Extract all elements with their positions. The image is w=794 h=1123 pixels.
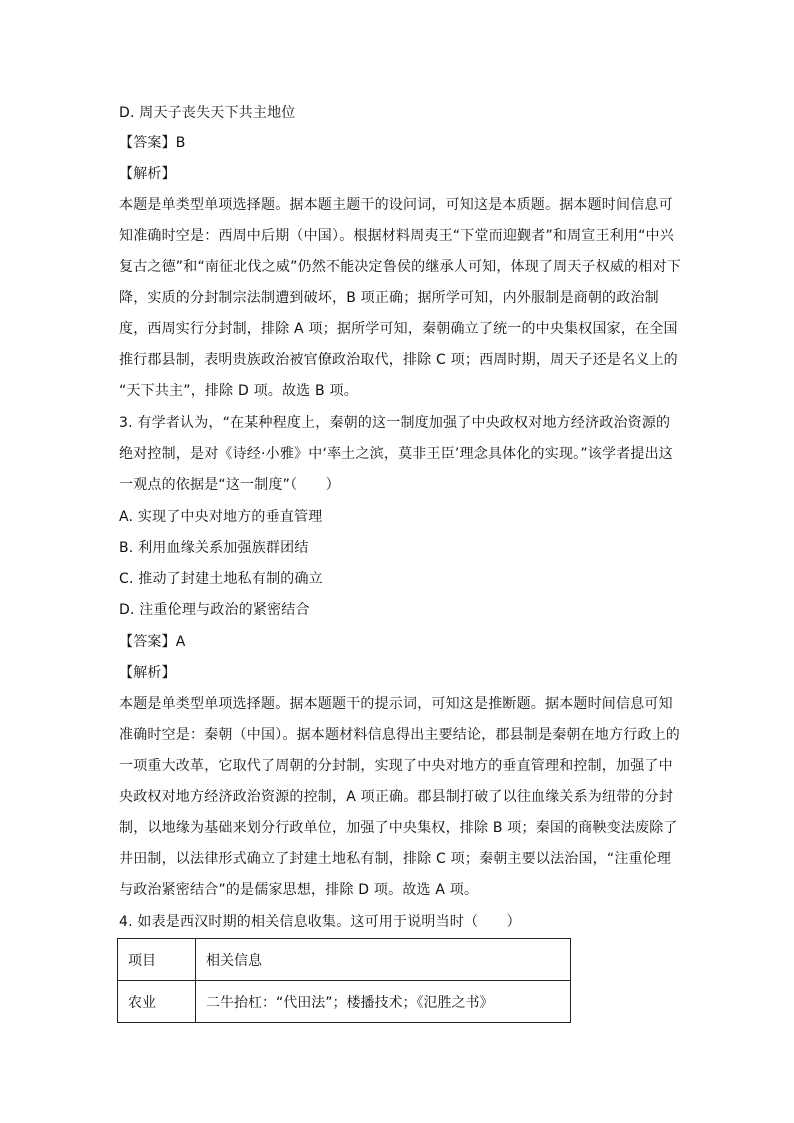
answer-label-q3: 【答案】A (119, 634, 186, 650)
analysis-q2-line: “天下共主”，排除 D 项。故选 B 项。 (119, 383, 358, 399)
question-3-option-b: B. 利用血缘关系加强族群团结 (119, 540, 309, 556)
analysis-label-q2: 【解析】 (119, 166, 176, 182)
table-header-row (118, 939, 571, 981)
table-header-cell: 项目 (118, 939, 196, 981)
analysis-q3-line: 井田制，以法律形式确立了封建土地私有制，排除 C 项；秦朝主要以法治国，“注重伦理 (119, 851, 672, 867)
analysis-q3-line: 制，以地缘为基础来划分行政单位，加强了中央集权，排除 B 项；秦国的商鞅变法废除了 (119, 820, 678, 836)
question-3-option-c: C. 推动了封建土地私有制的确立 (119, 571, 323, 587)
question-3-option-a: A. 实现了中央对地方的垂直管理 (119, 509, 323, 525)
analysis-q2-line: 本题是单类型单项选择题。据本题主题干的设问词，可知这是本质题。据本题时间信息可 (119, 197, 673, 213)
analysis-q2-line: 推行郡县制，表明贵族政治被官僚政治取代，排除 C 项；西周时期，周天子还是名义上的 (119, 352, 678, 368)
analysis-q2-line: 复古之德”和“南征北伐之威”仍然不能决定鲁侯的继承人可知，体现了周天子权威的相对下 (119, 259, 681, 275)
info-table (117, 938, 571, 1023)
table-cell: 二牛抬杠：“代田法”；楼播技术；《氾胜之书》 (196, 981, 571, 1023)
table-cell: 农业 (118, 981, 196, 1023)
analysis-q3-line: 本题是单类型单项选择题。据本题题干的提示词，可知这是推断题。据本题时间信息可知 (119, 696, 673, 712)
table-header-cell: 相关信息 (196, 939, 571, 981)
analysis-q3-line: 准确时空是：秦朝（中国）。据本题材料信息得出主要结论，郡县制是秦朝在地方行政上的 (119, 727, 680, 743)
option-d-prev: D. 周天子丧失天下共主地位 (119, 105, 296, 121)
question-3-stem: 绝对控制，是对《诗经·小雅》中‘率土之滨，莫非王臣’理念具体化的实现。”该学者提出这 (119, 446, 674, 462)
question-3-stem: 3. 有学者认为，“在某种程度上，秦朝的这一制度加强了中央政权对地方经济政治资源的 (119, 415, 671, 431)
analysis-q2-line: 度，西周实行分封制，排除 A 项；据所学可知，秦朝确立了统一的中央集权国家，在全国 (119, 321, 678, 337)
question-4-stem: 4. 如表是西汉时期的相关信息收集。这可用于说明当时（ ） (119, 914, 521, 930)
question-3-stem: 一观点的依据是“这一制度”（ ） (119, 477, 340, 493)
analysis-q3-line: 一项重大改革，它取代了周朝的分封制，实现了中央对地方的垂直管理和控制，加强了中 (119, 758, 673, 774)
answer-label-q2: 【答案】B (119, 135, 186, 151)
analysis-q2-line: 知准确时空是：西周中后期（中国）。根据材料周夷王“下堂而迎觐者”和周宣王利用“中兴 (119, 228, 674, 244)
analysis-q2-line: 降，实质的分封制宗法制遭到破坏，B 项正确；据所学可知，内外服制是商朝的政治制 (119, 290, 659, 306)
question-3-option-d: D. 注重伦理与政治的紧密结合 (119, 602, 310, 618)
analysis-label-q3: 【解析】 (119, 665, 176, 681)
analysis-q3-line: 央政权对地方经济政治资源的控制，A 项正确。郡县制打破了以往血缘关系为纽带的分封 (119, 789, 674, 805)
table-row (118, 981, 571, 1023)
analysis-q3-line: 与政治紧密结合”的是儒家思想，排除 D 项。故选 A 项。 (119, 882, 479, 898)
